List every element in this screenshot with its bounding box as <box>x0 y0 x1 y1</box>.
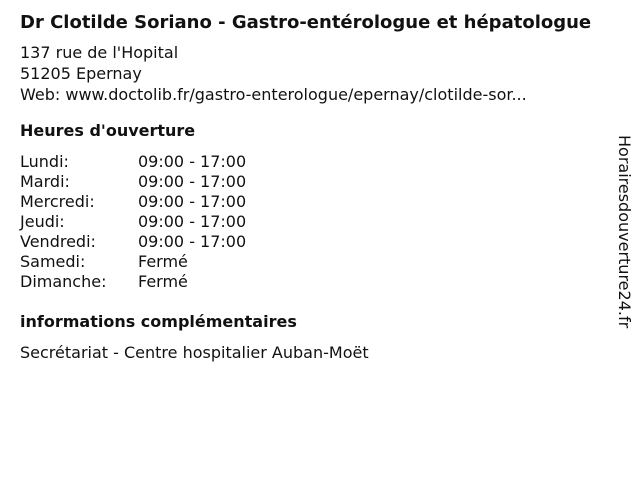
day-label: Mardi: <box>20 172 70 191</box>
hours-row-mardi <box>20 172 600 192</box>
day-label: Mercredi: <box>20 192 95 211</box>
additional-info-title: informations complémentaires <box>20 312 297 331</box>
day-label: Vendredi: <box>20 232 96 251</box>
hours-row-mercredi <box>20 192 600 212</box>
hours-row-lundi <box>20 152 600 172</box>
day-label: Samedi: <box>20 252 86 271</box>
additional-info-text: Secrétariat - Centre hospitalier Auban-Moët <box>20 343 369 362</box>
opening-hours-title: Heures d'ouverture <box>20 121 196 140</box>
time-value: 09:00 - 17:00 <box>138 232 247 251</box>
time-value: Fermé <box>138 272 188 291</box>
doctor-card <box>20 12 600 363</box>
site-watermark: Horairesdouverture24.fr <box>615 135 634 329</box>
time-value: 09:00 - 17:00 <box>138 152 247 171</box>
day-label: Jeudi: <box>20 212 65 231</box>
hours-row-dimanche <box>20 272 600 292</box>
address-block <box>20 42 600 105</box>
page-title: Dr Clotilde Soriano - Gastro-entérologue et hépatologue <box>20 12 592 33</box>
city-postcode: 51205 Epernay <box>20 64 142 83</box>
hours-row-jeudi <box>20 212 600 232</box>
hours-row-vendredi <box>20 232 600 252</box>
hours-row-samedi <box>20 252 600 272</box>
time-value: 09:00 - 17:00 <box>138 212 247 231</box>
street-address: 137 rue de l'Hopital <box>20 43 179 62</box>
time-value: 09:00 - 17:00 <box>138 172 247 191</box>
time-value: 09:00 - 17:00 <box>138 192 247 211</box>
time-value: Fermé <box>138 252 188 271</box>
day-label: Lundi: <box>20 152 69 171</box>
website-link[interactable]: Web: www.doctolib.fr/gastro-enterologue/epernay/clotilde-sor... <box>20 85 527 104</box>
day-label: Dimanche: <box>20 272 107 291</box>
opening-hours-table <box>20 152 600 292</box>
